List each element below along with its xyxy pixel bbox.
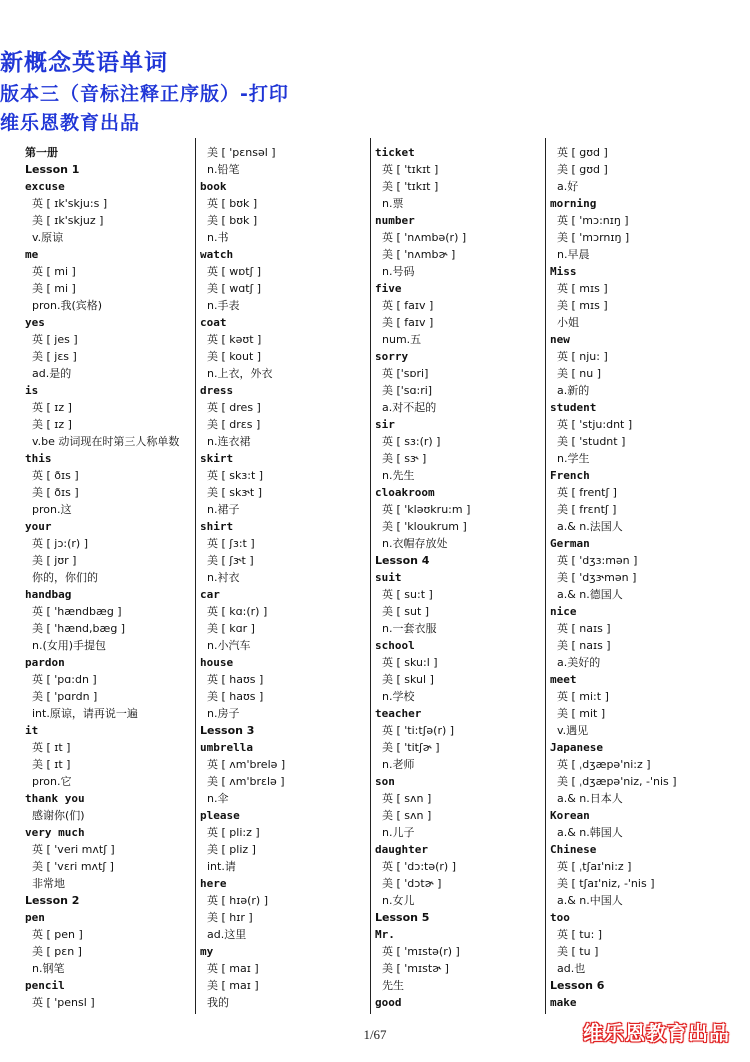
phonetic-line: 英 [ skɜ:t ] (207, 469, 264, 482)
definition-line: n.衬衣 (207, 571, 240, 584)
phonetic-line: 美 [ 'studnt ] (557, 435, 626, 448)
vocab-word: new (550, 333, 570, 346)
vocab-word: yes (25, 316, 45, 329)
vocab-word: skirt (200, 452, 234, 465)
phonetic-line: 美 [ ɪk'skjuz ] (32, 214, 104, 227)
phonetic-line: 美 [ ʃɝt ] (207, 554, 254, 567)
phonetic-line: 美 [ 'pɛnsəl ] (207, 146, 276, 159)
definition-line: pron.它 (32, 775, 72, 788)
vocab-word: too (550, 911, 570, 924)
vocab-word: me (25, 248, 39, 261)
phonetic-line: 美 [ jɛs ] (32, 350, 77, 363)
phonetic-line: 美 [ kout ] (207, 350, 262, 363)
vocab-word: Chinese (550, 843, 597, 856)
definition-line: n.学校 (382, 690, 415, 703)
section-heading: 第一册 (25, 146, 58, 159)
definition-line: n.上衣，外衣 (207, 367, 273, 380)
phonetic-line: 美 [ jʊr ] (32, 554, 77, 567)
watermark-stamp: 维乐恩教育出品 (583, 1021, 730, 1045)
phonetic-line: 美 [ wɑtʃ ] (207, 282, 262, 295)
phonetic-line: 美 [ mi ] (32, 282, 76, 295)
phonetic-line: 美 [ frɛntʃ ] (557, 503, 617, 516)
phonetic-line: 英 [ bʊk ] (207, 197, 258, 210)
vocab-word: Korean (550, 809, 590, 822)
definition-line: a.& n.日本人 (557, 792, 623, 805)
vocab-word: car (200, 588, 220, 601)
phonetic-line: 美 [ tu ] (557, 945, 599, 958)
definition-line: a.& n.韩国人 (557, 826, 623, 839)
vocab-word: coat (200, 316, 227, 329)
definition-line: n.老师 (382, 758, 415, 771)
definition-line: int.原谅，请再说一遍 (32, 707, 138, 720)
phonetic-line: 英 [ haʊs ] (207, 673, 264, 686)
definition-line: n.铅笔 (207, 163, 240, 176)
definition-line: 你的，你们的 (32, 571, 98, 584)
phonetic-line: 英 [ 'kləʊkru:m ] (382, 503, 471, 516)
phonetic-line: 英 [ mɪs ] (557, 282, 608, 295)
vocab-word: is (25, 384, 39, 397)
vocab-word: nice (550, 605, 577, 618)
definition-line: v.原谅 (32, 231, 64, 244)
definition-line: ad.是的 (32, 367, 72, 380)
phonetic-line: 英 [ jɔ:(r) ] (32, 537, 88, 550)
phonetic-line: 英 [ ɪt ] (32, 741, 71, 754)
vocab-word: daughter (375, 843, 428, 856)
phonetic-line: 美 [ 'mɪstɚ ] (382, 962, 449, 975)
phonetic-line: 英 [ sʌn ] (382, 792, 432, 805)
vocab-word: your (25, 520, 52, 533)
section-heading: Lesson 4 (375, 554, 430, 567)
phonetic-line: 美 [ mɪs ] (557, 299, 608, 312)
vocab-word: suit (375, 571, 402, 584)
definition-line: int.请 (207, 860, 236, 873)
vocab-word: here (200, 877, 227, 890)
vocab-word: it (25, 724, 39, 737)
phonetic-line: 英 [ ðɪs ] (32, 469, 79, 482)
phonetic-line: 英 [ ʌm'brelə ] (207, 758, 286, 771)
definition-line: n.书 (207, 231, 229, 244)
definition-line: 非常地 (32, 877, 65, 890)
definition-line: 先生 (382, 979, 404, 992)
section-heading: Lesson 1 (25, 163, 80, 176)
phonetic-line: 英 [ frentʃ ] (557, 486, 617, 499)
phonetic-line: 美 [ naɪs ] (557, 639, 611, 652)
phonetic-line: 美 [ ɪt ] (32, 758, 71, 771)
vocab-word: house (200, 656, 234, 669)
phonetic-line: 英 [ kɑ:(r) ] (207, 605, 268, 618)
phonetic-line: 英 [ nju: ] (557, 350, 608, 363)
phonetic-line: 美 [ bʊk ] (207, 214, 258, 227)
phonetic-line: 美 [ kɑr ] (207, 622, 255, 635)
document-subtitle: 版本三（音标注释正序版）-打印 (0, 83, 289, 105)
phonetic-line: 英 [ 'dɔ:tə(r) ] (382, 860, 457, 873)
phonetic-line: 美 [ 'kloukrum ] (382, 520, 467, 533)
phonetic-line: 英 [ 'stju:dnt ] (557, 418, 633, 431)
phonetic-line: 英 [ jes ] (32, 333, 78, 346)
definition-line: v.be 动词现在时第三人称单数 (32, 435, 180, 448)
phonetic-line: 美 [ 'dɔtɚ ] (382, 877, 442, 890)
definition-line: n.学生 (557, 452, 590, 465)
phonetic-line: 美 [ 'dʒɝmən ] (557, 571, 637, 584)
definition-line: n.(女用)手提包 (32, 639, 107, 652)
phonetic-line: 英 [ dres ] (207, 401, 261, 414)
vocab-word: pen (25, 911, 45, 924)
phonetic-line: 美 [ gʊd ] (557, 163, 608, 176)
phonetic-line: 英 [ hɪə(r) ] (207, 894, 269, 907)
phonetic-line: 美 [ ðɪs ] (32, 486, 79, 499)
vocab-word: very much (25, 826, 85, 839)
section-heading: Lesson 3 (200, 724, 255, 737)
phonetic-line: 英 [ ɪk'skju:s ] (32, 197, 108, 210)
vocab-word: umbrella (200, 741, 253, 754)
definition-line: num.五 (382, 333, 422, 346)
phonetic-line: 英 [ ˌdʒæpə'ni:z ] (557, 758, 651, 771)
word-column-1 (25, 144, 195, 1011)
phonetic-line: 英 [ kəʊt ] (207, 333, 262, 346)
definition-line: v.遇见 (557, 724, 589, 737)
vocab-word: handbag (25, 588, 72, 601)
definition-line: pron.这 (32, 503, 72, 516)
vocab-word: cloakroom (375, 486, 435, 499)
phonetic-line: 英 [ 'pɑ:dn ] (32, 673, 97, 686)
definition-line: n.房子 (207, 707, 240, 720)
phonetic-line: 英 [ gʊd ] (557, 146, 608, 159)
vocab-word: please (200, 809, 240, 822)
section-heading: Lesson 5 (375, 911, 430, 924)
vocab-word: French (550, 469, 590, 482)
vocab-word: my (200, 945, 214, 958)
vocab-word: good (375, 996, 402, 1009)
phonetic-line: 美 [ skul ] (382, 673, 434, 686)
word-column-3 (375, 144, 545, 1011)
definition-line: 我的 (207, 996, 229, 1009)
phonetic-line: 英 [ naɪs ] (557, 622, 611, 635)
phonetic-line: 英 [ pen ] (32, 928, 83, 941)
definition-line: n.一套衣服 (382, 622, 437, 635)
phonetic-line: 英 [ ʃɜ:t ] (207, 537, 255, 550)
phonetic-line: 英 [ mi:t ] (557, 690, 609, 703)
phonetic-line: 美 [ pɛn ] (32, 945, 82, 958)
vocab-word: ticket (375, 146, 415, 159)
vocab-word: dress (200, 384, 234, 397)
vocab-word: make (550, 996, 577, 1009)
phonetic-line: 美 [ sɝ ] (382, 452, 427, 465)
definition-line: n.手表 (207, 299, 240, 312)
phonetic-line: 美 [ ʌm'brɛlə ] (207, 775, 285, 788)
definition-line: n.早晨 (557, 248, 590, 261)
phonetic-line: 英 ['sɒri] (382, 367, 429, 380)
vocab-word: morning (550, 197, 597, 210)
vocab-word: book (200, 180, 227, 193)
phonetic-line: 美 [ sʌn ] (382, 809, 432, 822)
phonetic-line: 英 [ 'tɪkɪt ] (382, 163, 439, 176)
definition-line: a.新的 (557, 384, 590, 397)
column-divider (545, 138, 546, 1014)
phonetic-line: 美 [ mit ] (557, 707, 606, 720)
phonetic-line: 英 [ ɪz ] (32, 401, 72, 414)
definition-line: a.美好的 (557, 656, 601, 669)
publisher-line: 维乐恩教育出品 (0, 112, 141, 134)
vocab-word: number (375, 214, 415, 227)
definition-line: ad.也 (557, 962, 586, 975)
definition-line: ad.这里 (207, 928, 247, 941)
vocab-word: student (550, 401, 597, 414)
definition-line: n.衣帽存放处 (382, 537, 448, 550)
definition-line: n.伞 (207, 792, 229, 805)
vocab-word: Japanese (550, 741, 603, 754)
phonetic-line: 美 [ skɝt ] (207, 486, 263, 499)
phonetic-line: 英 [ 'veri mʌtʃ ] (32, 843, 115, 856)
phonetic-line: 美 [ 'tɪkɪt ] (382, 180, 439, 193)
definition-line: pron.我(宾格) (32, 299, 103, 312)
phonetic-line: 美 [ nu ] (557, 367, 602, 380)
phonetic-line: 英 [ wɒtʃ ] (207, 265, 262, 278)
definition-line: n.小汽车 (207, 639, 251, 652)
phonetic-line: 美 [ drɛs ] (207, 418, 261, 431)
phonetic-line: 英 [ 'hændbæg ] (32, 605, 122, 618)
phonetic-line: 美 [ faɪv ] (382, 316, 434, 329)
vocab-word: sir (375, 418, 395, 431)
column-divider (370, 138, 371, 1014)
vocab-word: pencil (25, 979, 65, 992)
phonetic-line: 美 [ 'titʃɚ ] (382, 741, 440, 754)
page-number: 1/67 (363, 1027, 387, 1042)
phonetic-line: 英 [ 'ti:tʃə(r) ] (382, 724, 455, 737)
phonetic-line: 英 [ sɜ:(r) ] (382, 435, 441, 448)
document-title: 新概念英语单词 (0, 50, 168, 76)
phonetic-line: 美 [ 'hænd,bæg ] (32, 622, 126, 635)
section-heading: Lesson 6 (550, 979, 605, 992)
phonetic-line: 美 ['sɑ:ri] (382, 384, 433, 397)
vocab-word: son (375, 775, 395, 788)
phonetic-line: 英 [ 'mɪstə(r) ] (382, 945, 460, 958)
section-heading: Lesson 2 (25, 894, 80, 907)
definition-line: a.好 (557, 180, 579, 193)
vocab-word: this (25, 452, 52, 465)
phonetic-line: 美 [ ɪz ] (32, 418, 72, 431)
phonetic-line: 美 [ pliz ] (207, 843, 256, 856)
vocab-word: thank you (25, 792, 85, 805)
vocab-word: Mr. (375, 928, 395, 941)
vocab-word: school (375, 639, 415, 652)
definition-line: n.钢笔 (32, 962, 65, 975)
definition-line: 小姐 (557, 316, 579, 329)
definition-line: a.对不起的 (382, 401, 437, 414)
phonetic-line: 英 [ faɪv ] (382, 299, 434, 312)
vocab-word: German (550, 537, 590, 550)
definition-line: n.儿子 (382, 826, 415, 839)
word-column-2 (200, 144, 370, 1011)
phonetic-line: 英 [ 'mɔ:nɪŋ ] (557, 214, 629, 227)
definition-line: n.女儿 (382, 894, 415, 907)
phonetic-line: 美 [ 'vɛri mʌtʃ ] (32, 860, 114, 873)
definition-line: n.票 (382, 197, 404, 210)
definition-line: n.连衣裙 (207, 435, 251, 448)
vocab-word: shirt (200, 520, 234, 533)
vocab-word: teacher (375, 707, 422, 720)
vocab-word: Miss (550, 265, 577, 278)
column-divider (195, 138, 196, 1014)
phonetic-line: 英 [ maɪ ] (207, 962, 259, 975)
phonetic-line: 美 [ 'pɑrdn ] (32, 690, 98, 703)
definition-line: 感谢你(们) (32, 809, 85, 822)
phonetic-line: 美 [ hɪr ] (207, 911, 253, 924)
definition-line: n.先生 (382, 469, 415, 482)
phonetic-line: 英 [ su:t ] (382, 588, 433, 601)
definition-line: n.裙子 (207, 503, 240, 516)
phonetic-line: 英 [ 'nʌmbə(r) ] (382, 231, 467, 244)
phonetic-line: 美 [ ˌdʒæpə'niz, -'nis ] (557, 775, 677, 788)
phonetic-line: 英 [ pli:z ] (207, 826, 260, 839)
definition-line: a.& n.中国人 (557, 894, 623, 907)
phonetic-line: 美 [ 'nʌmbɚ ] (382, 248, 456, 261)
phonetic-line: 英 [ tu: ] (557, 928, 603, 941)
phonetic-line: 英 [ ˌtʃaɪ'ni:z ] (557, 860, 632, 873)
vocab-word: pardon (25, 656, 65, 669)
vocab-word: sorry (375, 350, 409, 363)
word-column-4 (550, 144, 720, 1011)
phonetic-line: 美 [ tʃaɪ'niz, -'nis ] (557, 877, 655, 890)
phonetic-line: 美 [ maɪ ] (207, 979, 259, 992)
phonetic-line: 英 [ 'dʒɜ:mən ] (557, 554, 638, 567)
phonetic-line: 英 [ 'pensl ] (32, 996, 95, 1009)
phonetic-line: 美 [ 'mɔrnɪŋ ] (557, 231, 630, 244)
definition-line: a.& n.德国人 (557, 588, 623, 601)
definition-line: n.号码 (382, 265, 415, 278)
vocab-word: meet (550, 673, 577, 686)
phonetic-line: 英 [ sku:l ] (382, 656, 438, 669)
vocab-word: five (375, 282, 402, 295)
phonetic-line: 美 [ sut ] (382, 605, 430, 618)
phonetic-line: 美 [ haʊs ] (207, 690, 264, 703)
definition-line: a.& n.法国人 (557, 520, 623, 533)
phonetic-line: 英 [ mi ] (32, 265, 76, 278)
vocab-word: excuse (25, 180, 65, 193)
vocab-word: watch (200, 248, 234, 261)
